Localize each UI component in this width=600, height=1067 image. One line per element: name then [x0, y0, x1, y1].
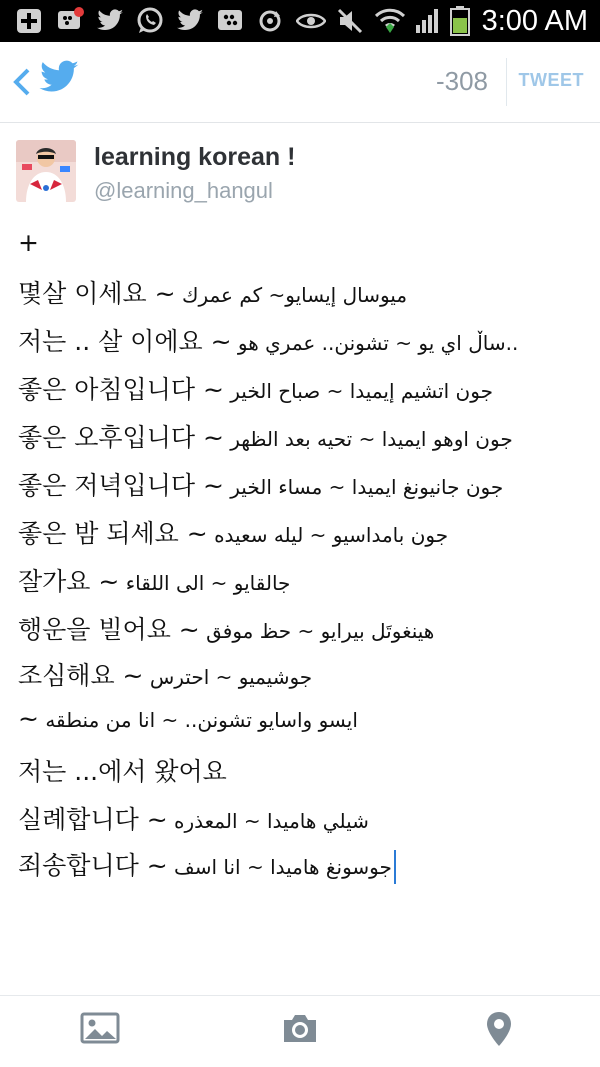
display-name: learning korean !	[94, 143, 296, 171]
text-line: 몇살 이세요 ~ ميوسال إيسايو~ كم عمرك	[18, 279, 408, 308]
text-line: 좋은 밤 되세요 ~ جون بامداسيو ~ ليله سعيده	[18, 519, 449, 548]
text-line: 좋은 저녁입니다 ~ جون جانيونغ ايميدا ~ مساء الخير	[18, 471, 504, 500]
text-line: +	[18, 228, 39, 257]
text-line: 좋은 아침입니다 ~ جون اتشيم إيميدا ~ صباح الخير	[18, 375, 493, 404]
compose-toolbar	[0, 995, 600, 1067]
user-handle: @learning_hangul	[94, 178, 273, 203]
twitter-icon	[176, 7, 204, 35]
bbm-notification-icon	[56, 7, 84, 35]
twitter-icon	[96, 7, 124, 35]
bbm-icon	[216, 7, 244, 35]
text-line: 좋은 오후입니다 ~ جون اوهو ايميدا ~ تحيه بعد الظهر	[18, 423, 513, 452]
compose-header	[0, 42, 600, 123]
tweet-button[interactable]: TWEET	[518, 70, 584, 90]
location-pin-icon[interactable]	[484, 1010, 514, 1052]
header-divider	[506, 58, 507, 106]
avatar	[16, 140, 76, 202]
signal-icon	[414, 7, 442, 35]
add-icon	[16, 7, 42, 35]
mute-icon	[336, 7, 364, 35]
text-cursor	[394, 850, 396, 884]
text-line: 실례합니다 ~ شيلي هاميدا ~ المعذره	[18, 805, 369, 834]
wifi-icon	[374, 7, 406, 35]
battery-icon	[450, 7, 470, 35]
text-line: 조심해요 ~ جوشيميو ~ احترس	[18, 661, 313, 690]
text-line: ~ ايسو واسايو تشونن.. ~ انا من منطقه	[18, 704, 358, 733]
character-counter: -308	[435, 66, 488, 96]
twitter-logo-icon	[38, 60, 80, 100]
back-button[interactable]	[10, 64, 34, 100]
text-line: 잘가요 ~ جالقايو ~ الى اللقاء	[18, 567, 291, 596]
text-line: 저는 ...에서 왔어요	[18, 757, 227, 786]
eye-icon	[296, 7, 326, 35]
status-bar	[0, 0, 600, 42]
text-line: 저는 .. 살 이에요 ~ ساڵ اي يو ~ تشونن.. عمري هو..	[18, 327, 519, 356]
status-time: 3:00 AM	[481, 5, 588, 37]
image-icon[interactable]	[80, 1010, 120, 1050]
text-line: 행운을 빌어요 ~ هينغوتَل بيرايو ~ حظ موفق	[18, 615, 435, 644]
sync-icon	[256, 7, 284, 35]
camera-icon[interactable]	[280, 1010, 320, 1050]
text-line: 죄송합니다 ~ جوسونغ هاميدا ~ انا اسف	[18, 846, 396, 884]
whatsapp-icon	[136, 7, 164, 35]
